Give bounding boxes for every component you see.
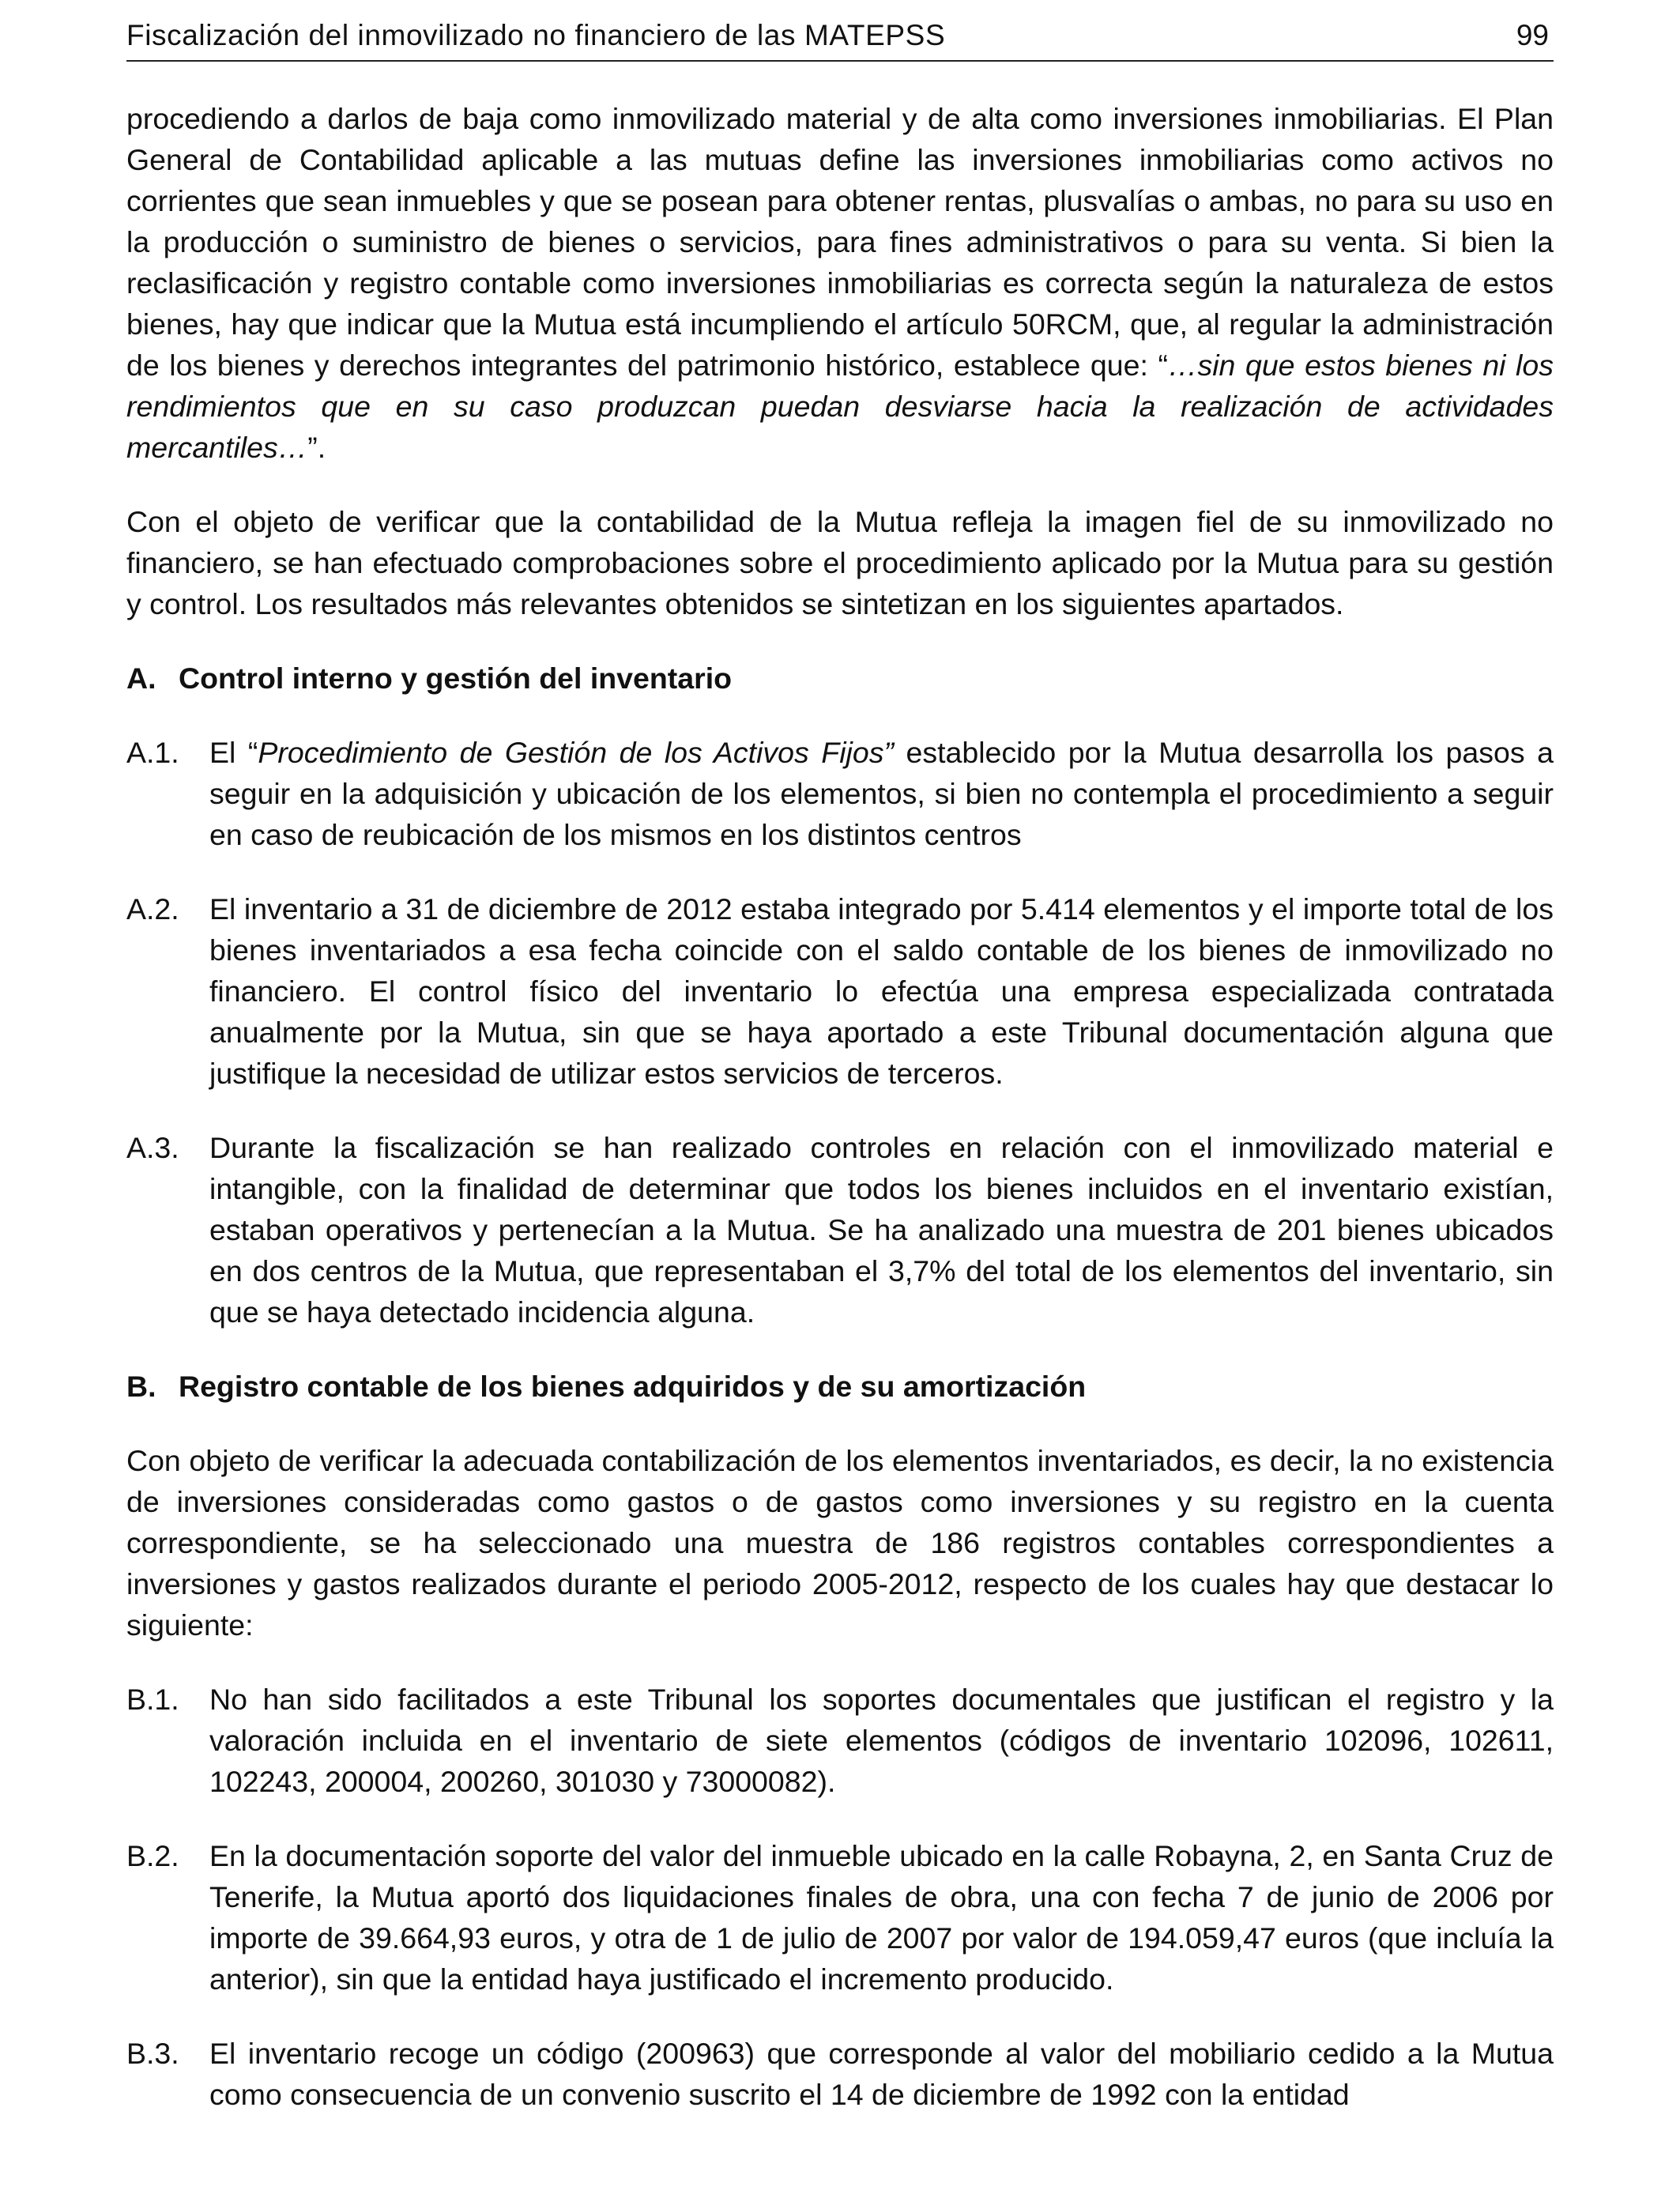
item-number: A.1. [126, 736, 179, 769]
item-b3 [126, 2033, 1554, 2115]
item-a1 [126, 732, 1554, 855]
item-number: B.3. [126, 2037, 179, 2070]
item-text-italic: Procedimiento de Gestión de los Activos Fijos” [258, 736, 894, 769]
item-b1 [126, 1679, 1554, 1802]
quote-text: …sin que estos bienes ni los rendimientos que en su caso produzcan puedan desviarse hacia la realización de actividades mercantiles… [126, 349, 1554, 464]
paragraph-objeto-verificar: Con el objeto de verificar que la contabilidad de la Mutua refleja la imagen fiel de su inmovilizado no financiero, se han efectuado comprobaciones sobre el procedimiento aplicado por la Mutua para su gestión y control. Los resultados más relevantes obtenidos se sintetizan en los siguientes apartados. [126, 505, 1554, 620]
section-a-title: Control interno y gestión del inventario [179, 662, 733, 695]
page-number: 99 [1516, 19, 1549, 51]
item-text: El inventario recoge un código (200963) que corresponde al valor del mobiliario cedido a la Mutua como consecuencia de un convenio suscrito el 14 de diciembre de 1992 con la entidad [209, 2037, 1554, 2111]
document-body [126, 98, 1554, 2148]
section-a-heading [126, 658, 1554, 699]
paragraph-section-b-intro: Con objeto de verificar la adecuada contabilización de los elementos inventariados, es decir, la no existencia de inversiones consideradas como gastos o de gastos como inversiones y su registro en la cuenta correspondiente, se ha seleccionado una muestra de 186 registros contables correspondientes a inversiones y gastos realizados durante el periodo 2005-2012, respecto de los cuales hay que destacar lo siguiente: [126, 1444, 1554, 1642]
item-b2 [126, 1835, 1554, 2000]
paragraph-text: procediendo a darlos de baja como inmovilizado material y de alta como inversiones inmobiliarias. El Plan General de Contabilidad aplicable a las mutuas define las inversiones inmobiliarias como activos no corrientes que sean inmuebles y que se posean para obtener rentas, plusvalías o ambas, no para su uso en la producción o suministro de bienes o servicios, para fines administrativos o para su venta. Si bien la reclasificación y registro contable como inversiones inmobiliarias es correcta según la naturaleza de estos bienes, hay que indicar que la Mutua está incumpliendo el artículo 50RCM, que, al regular la administración de los bienes y derechos integrantes del patrimonio histórico, establece que: “ [126, 102, 1554, 382]
item-number: B.1. [126, 1683, 179, 1716]
item-number: A.3. [126, 1131, 179, 1164]
section-a-letter: A. [126, 662, 156, 695]
item-text-pre: El “ [209, 736, 258, 769]
item-text: El inventario a 31 de diciembre de 2012 estaba integrado por 5.414 elementos y el importe total de los bienes inventariados a esa fecha coincide con el saldo contable de los bienes de inmovilizado no financiero. El control físico del inventario lo efectúa una empresa especializada contratada anualmente por la Mutua, sin que se haya aportado a este Tribunal documentación alguna que justifique la necesidad de utilizar estos servicios de terceros. [209, 892, 1554, 1090]
item-text: No han sido facilitados a este Tribunal los soportes documentales que justifican el registro y la valoración incluida en el inventario de siete elementos (códigos de inventario 102096, 102611, 102243, 200004, 200260, 301030 y 73000082). [209, 1683, 1554, 1798]
header-title: Fiscalización del inmovilizado no financiero de las MATEPSS [126, 19, 946, 51]
item-text-post: establecido por la Mutua desarrolla los pasos a seguir en la adquisición y ubicación de los elementos, si bien no contempla el procedimiento a seguir en caso de reubicación de los mismos en los distintos centros [209, 736, 1554, 851]
quote-end: ”. [307, 431, 326, 464]
item-number: A.2. [126, 892, 179, 925]
section-b-title: Registro contable de los bienes adquiridos y de su amortización [179, 1370, 1087, 1403]
section-b-letter: B. [126, 1370, 156, 1403]
item-text: Durante la fiscalización se han realizado controles en relación con el inmovilizado material e intangible, con la finalidad de determinar que todos los bienes incluidos en el inventario existían, estaban operativos y pertenecían a la Mutua. Se ha analizado una muestra de 201 bienes ubicados en dos centros de la Mutua, que representaban el 3,7% del total de los elementos del inventario, sin que se haya detectado incidencia alguna. [209, 1131, 1554, 1329]
item-text: En la documentación soporte del valor del inmueble ubicado en la calle Robayna, 2, en Santa Cruz de Tenerife, la Mutua aportó dos liquidaciones finales de obra, una con fecha 7 de junio de 2006 por importe de 39.664,93 euros, y otra de 1 de julio de 2007 por valor de 194.059,47 euros (que incluía la anterior), sin que la entidad haya justificado el incremento producido. [209, 1839, 1554, 1996]
section-b-heading [126, 1366, 1554, 1407]
paragraph-inversiones-inmobiliarias [126, 98, 1554, 468]
item-a3 [126, 1127, 1554, 1333]
item-number: B.2. [126, 1839, 179, 1872]
page-header [126, 14, 1554, 62]
item-a2 [126, 888, 1554, 1094]
